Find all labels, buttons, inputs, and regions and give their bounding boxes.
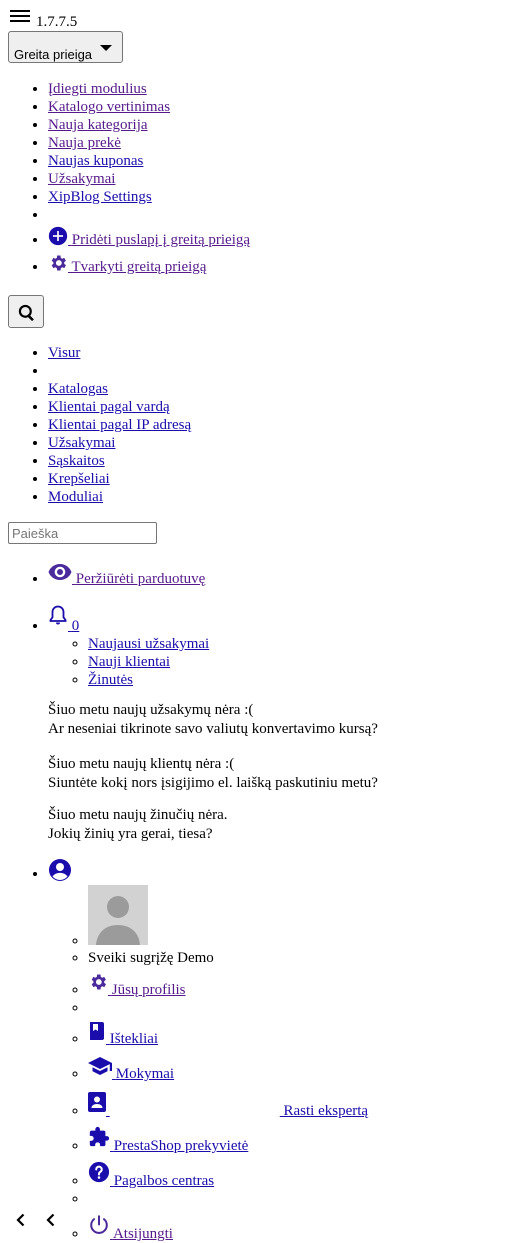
quick-access-actions (8, 226, 509, 280)
list-item (48, 170, 509, 188)
sidebar-collapse-controls (14, 1212, 58, 1233)
gear-icon (88, 972, 108, 992)
quick-link-catalog-evaluation[interactable]: Katalogo vertinimas (48, 99, 171, 115)
marketplace-link[interactable] (88, 1138, 248, 1154)
version-label: 1.7.7.5 (36, 14, 78, 30)
list-item (88, 1091, 509, 1120)
tab-messages[interactable]: Žinutės (88, 672, 133, 688)
list-item (48, 134, 509, 152)
search-scope-modules[interactable]: Moduliai (48, 489, 103, 505)
list-item (48, 488, 509, 506)
notice-text: Siuntėte kokį nors įsigijimo el. laišką paskutiniu metu? (48, 775, 378, 791)
search-scope-invoices[interactable]: Sąskaitos (48, 453, 105, 469)
list-item (88, 1214, 509, 1243)
list-divider (88, 999, 509, 1017)
list-divider (88, 1190, 509, 1208)
add-circle-icon (48, 226, 68, 246)
notifications-toggle[interactable] (48, 618, 79, 634)
list-item (48, 563, 509, 588)
list-item (48, 604, 509, 689)
training-label: Mokymai (115, 1066, 175, 1082)
avatar (88, 885, 148, 945)
search-scope-carts[interactable]: Krepšeliai (48, 471, 110, 487)
search-input[interactable] (8, 522, 157, 544)
book-icon (88, 1021, 106, 1041)
user-circle-icon[interactable] (48, 858, 72, 882)
welcome-greeting: Sveiki sugrįžę Demo (88, 950, 214, 966)
view-shop-label: Peržiūrėti parduotuvę (75, 571, 206, 587)
notice-text: Ar neseniai tikrinote savo valiutų konvertavimo kursą? (48, 721, 378, 737)
quick-link-orders[interactable]: Užsakymai (48, 171, 116, 187)
list-divider (48, 206, 509, 224)
list-item (88, 1021, 509, 1048)
puzzle-icon (88, 1126, 110, 1148)
tab-latest-orders[interactable]: Naujausi užsakymai (88, 636, 210, 652)
profile-label: Jūsų profilis (111, 982, 186, 998)
list-item (88, 972, 509, 999)
bell-icon (48, 604, 68, 626)
help-center-label: Pagalbos centras (113, 1173, 215, 1189)
view-shop-link[interactable] (48, 571, 205, 587)
list-item (48, 152, 509, 170)
list-item (48, 344, 509, 362)
training-link[interactable] (88, 1066, 174, 1082)
search-scope-everywhere[interactable]: Visur (48, 345, 81, 361)
list-item (88, 671, 509, 689)
list-item (88, 653, 509, 671)
quick-link-new-product[interactable]: Nauja prekė (48, 135, 121, 151)
add-to-quick-access-label: Pridėti puslapį į greitą prieigą (71, 232, 251, 248)
notice-text: Šiuo metu naujų žinučių nėra. (48, 807, 228, 823)
notifications-tabs (48, 635, 509, 689)
list-item (48, 858, 509, 1243)
help-center-link[interactable] (88, 1173, 214, 1189)
list-item (88, 1126, 509, 1155)
notice-text: Jokių žinių yra gerai, tiesa? (48, 826, 213, 842)
messages-empty-notice (48, 806, 228, 844)
list-item (48, 188, 509, 206)
find-expert-link[interactable] (88, 1103, 368, 1119)
list-item (48, 398, 509, 416)
avatar-silhouette-icon (88, 885, 148, 945)
search-scope-list (8, 344, 509, 506)
search-scope-orders[interactable]: Užsakymai (48, 435, 116, 451)
list-item (88, 635, 509, 653)
list-item (88, 1056, 509, 1083)
chevron-left-icon[interactable] (44, 1212, 58, 1228)
quick-link-install-modules[interactable]: Įdiegti modulius (48, 81, 147, 97)
list-item (88, 1161, 509, 1190)
search-scope-customers-ip[interactable]: Klientai pagal IP adresą (48, 417, 192, 433)
manage-quick-access-link[interactable] (48, 259, 206, 275)
list-item (48, 470, 509, 488)
list-item (48, 98, 509, 116)
notice-text: Šiuo metu naujų užsakymų nėra :( (48, 702, 254, 718)
find-expert-label: Rasti ekspertą (283, 1103, 369, 1119)
menu-icon[interactable] (10, 7, 30, 23)
search-button[interactable] (8, 295, 44, 328)
caret-down-icon (100, 45, 112, 51)
list-item (48, 452, 509, 470)
logout-link[interactable] (88, 1226, 173, 1242)
add-to-quick-access-link[interactable] (48, 232, 250, 248)
list-item (48, 416, 509, 434)
contact-icon (88, 1091, 106, 1113)
list-item (48, 380, 509, 398)
list-item (88, 949, 509, 967)
notifications-count: 0 (71, 618, 80, 634)
profile-link[interactable] (88, 982, 186, 998)
notice-text: Šiuo metu naujų klientų nėra :( (48, 756, 235, 772)
orders-empty-notice (48, 701, 378, 739)
quick-link-new-voucher[interactable]: Naujas kuponas (48, 153, 144, 169)
quick-access-dropdown[interactable] (8, 31, 123, 63)
graduation-cap-icon (88, 1056, 112, 1076)
list-item (48, 226, 509, 253)
tab-new-customers[interactable]: Nauji klientai (88, 654, 171, 670)
help-circle-icon (88, 1161, 110, 1183)
eye-icon (48, 563, 72, 581)
quick-access-label: Greita prieiga (14, 47, 93, 62)
search-scope-customers-name[interactable]: Klientai pagal vardą (48, 399, 170, 415)
marketplace-label: PrestaShop prekyvietė (113, 1138, 249, 1154)
notifications-list (8, 604, 509, 689)
quick-link-new-category[interactable]: Nauja kategorija (48, 117, 148, 133)
logout-label: Atsijungti (112, 1226, 173, 1242)
shop-list (8, 563, 509, 588)
list-item (48, 434, 509, 452)
user-dropdown (48, 885, 509, 1243)
gear-icon (48, 253, 68, 273)
customers-empty-notice (48, 755, 378, 793)
quick-link-xipblog-settings[interactable]: XipBlog Settings (48, 189, 152, 205)
user-menu (8, 858, 509, 1243)
quick-access-list (8, 80, 509, 224)
list-item (48, 116, 509, 134)
list-divider (48, 362, 509, 380)
resources-label: Ištekliai (109, 1031, 159, 1047)
list-item (48, 80, 509, 98)
chevron-left-icon[interactable] (14, 1212, 28, 1228)
search-scope-catalog[interactable]: Katalogas (48, 381, 108, 397)
resources-link[interactable] (88, 1031, 158, 1047)
manage-quick-access-label: Tvarkyti greitą prieigą (71, 259, 207, 275)
search-icon (17, 303, 37, 323)
list-item (48, 253, 509, 280)
list-item (88, 885, 509, 945)
